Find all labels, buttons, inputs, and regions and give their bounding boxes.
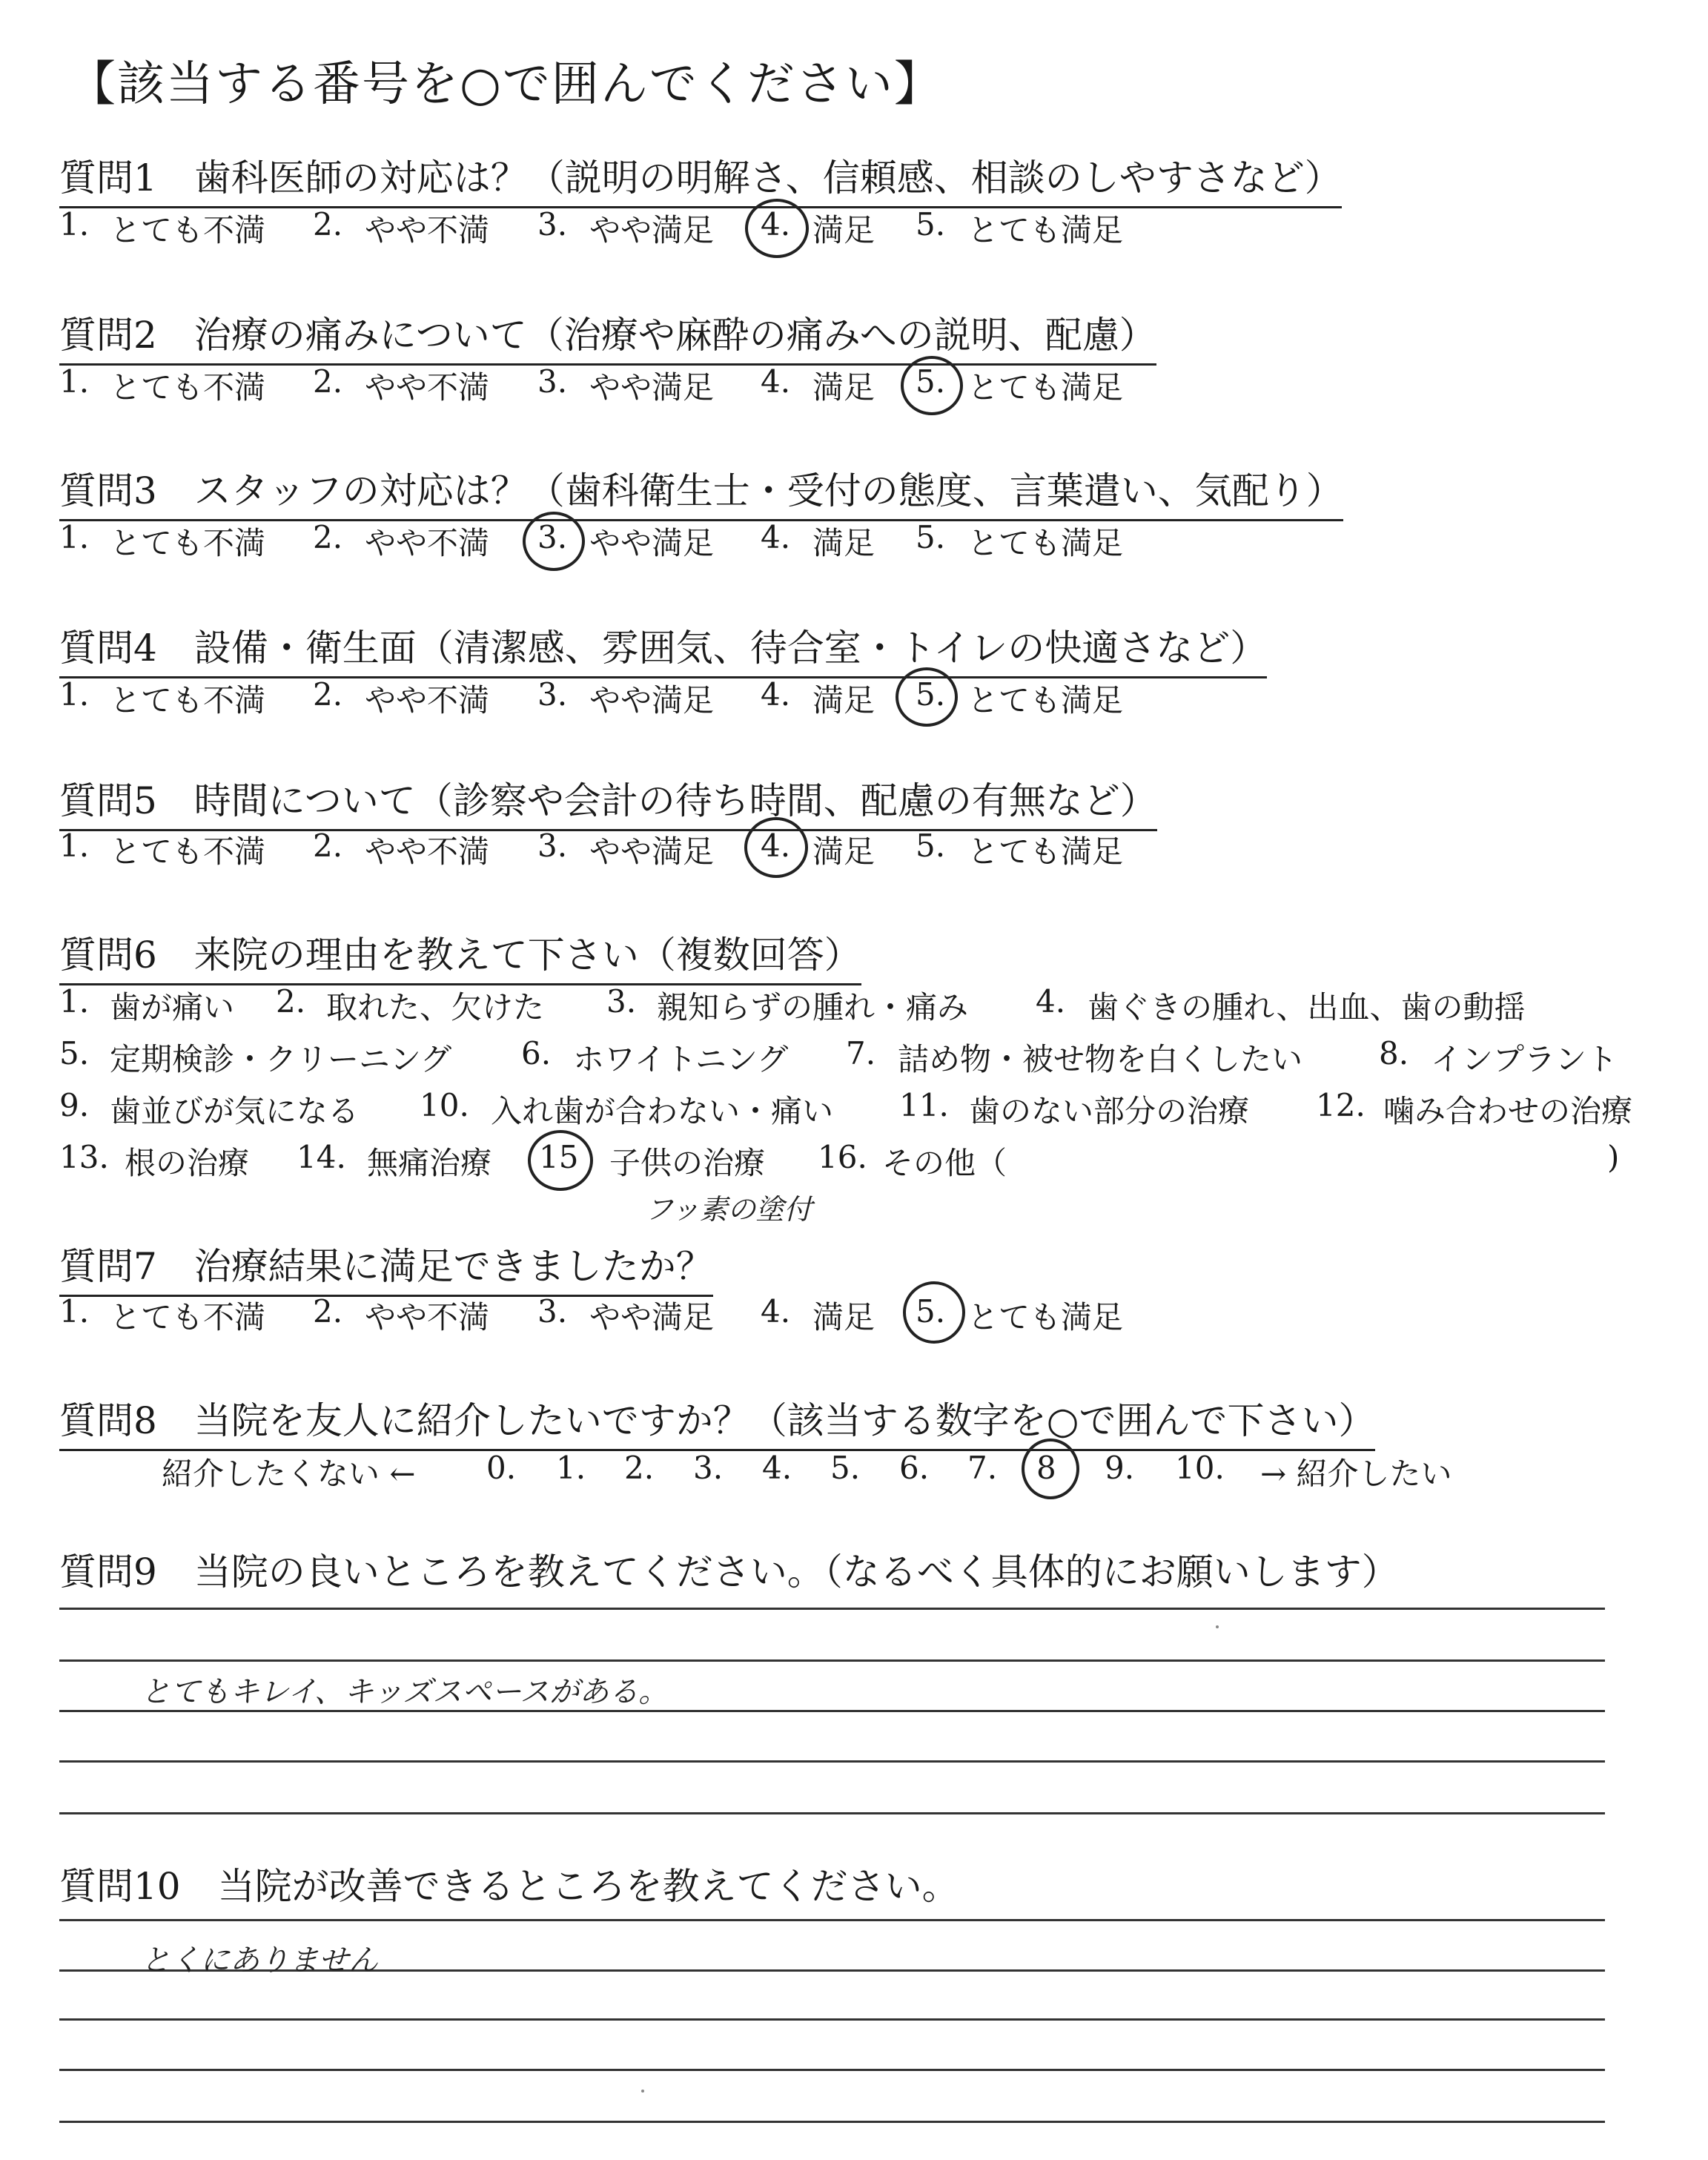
q3-opt-2-num[interactable]: 2. <box>313 519 343 555</box>
q8-opt-8[interactable]: 8 <box>1036 1450 1056 1486</box>
q6-opt-15-label: 子供の治療 <box>609 1145 766 1181</box>
q9-line-5 <box>59 1812 1605 1814</box>
q10-line-5 <box>59 2121 1605 2123</box>
q9-line-1 <box>59 1608 1605 1610</box>
q4-heading: 質問4 設備・衛生面（清潔感、雰囲気、待合室・トイレの快適さなど） <box>59 618 1267 678</box>
q4-opt-1-num[interactable]: 1. <box>59 676 90 713</box>
q1-opt-5-num[interactable]: 5. <box>916 206 946 242</box>
q5-options <box>0 828 1708 872</box>
q2-selected-circle <box>901 356 963 415</box>
q6-opt-11-num[interactable]: 11. <box>899 1087 949 1123</box>
q5-opt-1-label: とても不満 <box>110 833 266 870</box>
q6-opt-12-num[interactable]: 12. <box>1316 1087 1366 1123</box>
q7-opt-1-label: とても不満 <box>110 1299 266 1335</box>
q6-selected-circle <box>528 1130 593 1191</box>
q2-heading: 質問2 治療の痛みについて（治療や麻酔の痛みへの説明、配慮） <box>59 305 1156 366</box>
q3-options <box>0 519 1708 564</box>
q8-opt-0[interactable]: 0. <box>486 1450 517 1486</box>
q5-opt-5-num[interactable]: 5. <box>916 828 946 864</box>
q6-opt-15-num[interactable]: 15 <box>539 1139 579 1175</box>
q7-opt-5-label: とても満足 <box>967 1299 1124 1335</box>
q1-options <box>0 206 1708 251</box>
q7-selected-circle <box>903 1281 965 1344</box>
q2-opt-3-label: やや満足 <box>589 369 715 406</box>
q5-opt-3-num[interactable]: 3. <box>537 828 568 864</box>
q6-opt-5-num[interactable]: 5. <box>59 1035 90 1071</box>
q1-heading: 質問1 歯科医師の対応は？（説明の明解さ、信頼感、相談のしやすさなど） <box>59 148 1342 208</box>
q5-opt-2-num[interactable]: 2. <box>313 828 343 864</box>
q3-opt-2-label: やや不満 <box>365 525 490 561</box>
q6-opt-11-label: 歯のない部分の治療 <box>969 1093 1250 1129</box>
q4-opt-2-num[interactable]: 2. <box>313 676 343 713</box>
q7-heading: 質問7 治療結果に満足できましたか？ <box>59 1237 713 1297</box>
q7-opt-1-num[interactable]: 1. <box>59 1293 90 1330</box>
q2-opt-1-num[interactable]: 1. <box>59 363 90 400</box>
q5-opt-3-label: やや満足 <box>589 833 715 870</box>
q8-opt-9[interactable]: 9. <box>1105 1450 1135 1486</box>
q4-opt-5-num[interactable]: 5. <box>916 676 946 713</box>
q8-opt-10[interactable]: 10. <box>1175 1450 1225 1486</box>
q6-row-3 <box>0 1087 1708 1132</box>
q6-opt-8-label: インプラント <box>1431 1041 1618 1077</box>
q10-line-1 <box>59 1919 1605 1921</box>
q6-opt-12-label: 噛み合わせの治療 <box>1383 1093 1633 1129</box>
q2-opt-2-label: やや不満 <box>365 369 490 406</box>
q10-line-3 <box>59 2018 1605 2021</box>
q4-opt-4-label: 満足 <box>812 682 875 719</box>
q7-opt-5-num[interactable]: 5. <box>916 1293 946 1330</box>
q4-options <box>0 676 1708 721</box>
q9-line-4 <box>59 1760 1605 1763</box>
q8-opt-6[interactable]: 6. <box>899 1450 930 1486</box>
q7-opt-2-num[interactable]: 2. <box>313 1293 343 1330</box>
q5-opt-4-label: 満足 <box>812 833 875 870</box>
q6-opt-13-label: 根の治療 <box>125 1145 250 1181</box>
q9-heading: 質問9 当院の良いところを教えてください。（なるべく具体的にお願いします） <box>59 1550 1399 1593</box>
q5-heading: 質問5 時間について（診察や会計の待ち時間、配慮の有無など） <box>59 771 1157 831</box>
q8-opt-1[interactable]: 1. <box>556 1450 586 1486</box>
q6-opt-6-num[interactable]: 6. <box>521 1035 552 1071</box>
q6-row-4 <box>0 1139 1708 1183</box>
q7-opt-4-label: 満足 <box>812 1299 875 1335</box>
q6-opt-5-label: 定期検診・クリーニング <box>110 1041 452 1077</box>
q8-opt-4[interactable]: 4. <box>762 1450 792 1486</box>
q4-opt-4-num[interactable]: 4. <box>761 676 791 713</box>
q2-opt-1-label: とても不満 <box>110 369 266 406</box>
q8-selected-circle <box>1022 1439 1079 1499</box>
q8-scale <box>0 1450 1708 1494</box>
q3-opt-4-label: 満足 <box>812 525 875 561</box>
q4-opt-1-label: とても不満 <box>110 682 266 719</box>
q2-opt-3-num[interactable]: 3. <box>537 363 568 400</box>
q8-high-label: → 紹介したい <box>1260 1456 1452 1492</box>
q1-opt-2-label: やや不満 <box>365 212 490 248</box>
q2-opt-2-num[interactable]: 2. <box>313 363 343 400</box>
q6-opt-10-num[interactable]: 10. <box>420 1087 469 1123</box>
q3-opt-4-num[interactable]: 4. <box>761 519 791 555</box>
q1-selected-circle <box>745 199 809 258</box>
q5-opt-5-label: とても満足 <box>967 833 1124 870</box>
q6-opt-8-num[interactable]: 8. <box>1379 1035 1409 1071</box>
q2-opt-4-num[interactable]: 4. <box>761 363 791 400</box>
q6-opt-1-label: 歯が痛い <box>110 989 235 1025</box>
q5-selected-circle <box>744 817 808 878</box>
q5-opt-1-num[interactable]: 1. <box>59 828 90 864</box>
q1-opt-3-label: やや満足 <box>589 212 715 248</box>
q1-opt-1-num[interactable]: 1. <box>59 206 90 242</box>
q3-opt-3-label: やや満足 <box>589 525 715 561</box>
q1-opt-4-num[interactable]: 4. <box>761 206 791 242</box>
q6-opt-13-num[interactable]: 13. <box>59 1139 109 1175</box>
q3-opt-5-num[interactable]: 5. <box>916 519 946 555</box>
q1-opt-2-num[interactable]: 2. <box>313 206 343 242</box>
q9-line-2 <box>59 1659 1605 1662</box>
q1-opt-1-label: とても不満 <box>110 212 266 248</box>
q2-opt-4-label: 満足 <box>812 369 875 406</box>
q6-opt-9-label: 歯並びが気になる <box>110 1093 360 1129</box>
q6-heading: 質問6 来院の理由を教えて下さい（複数回答） <box>59 925 861 985</box>
q4-opt-3-num[interactable]: 3. <box>537 676 568 713</box>
q3-heading: 質問3 スタッフの対応は？（歯科衛生士・受付の態度、言葉遣い、気配り） <box>59 461 1343 521</box>
q8-heading: 質問8 当院を友人に紹介したいですか？（該当する数字を○で囲んで下さい） <box>59 1391 1375 1451</box>
q3-opt-1-num[interactable]: 1. <box>59 519 90 555</box>
q6-opt-16-num[interactable]: 16. <box>818 1139 867 1175</box>
scan-speck <box>641 2090 644 2093</box>
q6-opt-14-label: 無痛治療 <box>367 1145 492 1181</box>
q6-handwritten-note: フッ素の塗付 <box>645 1193 812 1226</box>
q1-opt-3-num[interactable]: 3. <box>537 206 568 242</box>
q9-handwritten-answer[interactable]: とてもキレイ、キッズスペースがある。 <box>141 1675 669 1709</box>
q6-row-2 <box>0 1035 1708 1080</box>
q5-opt-2-label: やや不満 <box>365 833 490 870</box>
q2-opt-5-num[interactable]: 5. <box>916 363 946 400</box>
q6-opt-4-label: 歯ぐきの腫れ、出血、歯の動揺 <box>1088 989 1526 1025</box>
q8-opt-5[interactable]: 5. <box>830 1450 861 1486</box>
q7-opt-2-label: やや不満 <box>365 1299 490 1335</box>
q6-opt-10-label: 入れ歯が合わない・痛い <box>491 1093 834 1129</box>
q6-opt-2-num[interactable]: 2. <box>276 983 306 1020</box>
q6-opt-4-num[interactable]: 4. <box>1036 983 1066 1020</box>
q1-opt-4-label: 満足 <box>812 212 875 248</box>
survey-title: 【該当する番号を○で囲んでください】 <box>68 57 943 112</box>
q4-opt-5-label: とても満足 <box>967 682 1124 719</box>
q1-opt-5-label: とても満足 <box>967 212 1124 248</box>
q6-row-1 <box>0 983 1708 1028</box>
q6-opt-3-num[interactable]: 3. <box>606 983 637 1020</box>
q6-opt-9-num[interactable]: 9. <box>59 1087 90 1123</box>
scan-speck <box>1216 1625 1219 1628</box>
q6-opt-6-label: ホワイトニング <box>573 1041 789 1077</box>
q10-heading: 質問10 当院が改善できるところを教えてください。 <box>59 1865 959 1908</box>
q10-line-4 <box>59 2069 1605 2071</box>
q3-selected-circle <box>523 512 585 571</box>
q6-opt-2-label: 取れた、欠けた <box>326 989 545 1025</box>
q7-opt-4-num[interactable]: 4. <box>761 1293 791 1330</box>
q6-other-close-paren: ) <box>1607 1139 1620 1175</box>
q6-opt-3-label: 親知らずの腫れ・痛み <box>657 989 969 1025</box>
q8-opt-2[interactable]: 2. <box>624 1450 655 1486</box>
q5-opt-4-num[interactable]: 4. <box>761 828 791 864</box>
q6-opt-7-label: 詰め物・被せ物を白くしたい <box>898 1041 1303 1077</box>
q4-opt-2-label: やや不満 <box>365 682 490 719</box>
q7-options <box>0 1293 1708 1338</box>
q7-opt-3-num[interactable]: 3. <box>537 1293 568 1330</box>
q4-opt-3-label: やや満足 <box>589 682 715 719</box>
q7-opt-3-label: やや満足 <box>589 1299 715 1335</box>
q10-handwritten-answer[interactable]: とくにありません <box>141 1943 378 1978</box>
q8-opt-7[interactable]: 7. <box>967 1450 998 1486</box>
q2-opt-5-label: とても満足 <box>967 369 1124 406</box>
q6-opt-1-num[interactable]: 1. <box>59 983 90 1020</box>
q8-opt-3[interactable]: 3. <box>693 1450 724 1486</box>
q4-selected-circle <box>896 667 958 727</box>
q3-opt-1-label: とても不満 <box>110 525 266 561</box>
q6-opt-7-num[interactable]: 7. <box>846 1035 876 1071</box>
q2-options <box>0 363 1708 408</box>
q3-opt-5-label: とても満足 <box>967 525 1124 561</box>
q6-opt-14-num[interactable]: 14. <box>297 1139 346 1175</box>
q3-opt-3-num[interactable]: 3. <box>537 519 568 555</box>
q8-low-label: 紹介したくない ← <box>162 1456 416 1492</box>
q6-opt-16-label: その他（ <box>882 1145 1007 1181</box>
